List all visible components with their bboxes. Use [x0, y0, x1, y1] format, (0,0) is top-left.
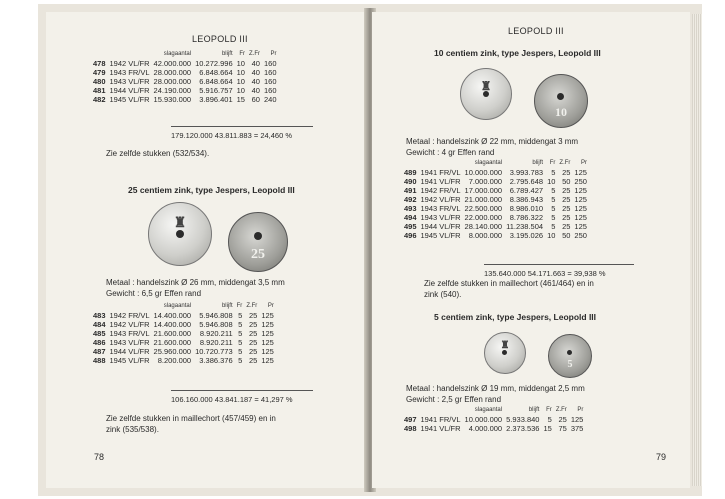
- table-cell: 125: [574, 222, 587, 231]
- table-cell: 8.200.000: [157, 356, 192, 365]
- table-cell: 25: [248, 311, 258, 320]
- catalog-number: 479: [93, 68, 106, 77]
- column-header: blijft: [221, 303, 233, 309]
- table-cell: 5: [551, 222, 556, 231]
- left-top-table: [91, 50, 279, 104]
- table-cell: 1941 FR/VL: [420, 168, 461, 177]
- left-top-total: 179.120.000 43.811.883 = 24,460 %: [171, 131, 293, 140]
- table-cell: 25: [562, 186, 571, 195]
- table-cell: 25: [248, 356, 258, 365]
- column-header: Pr: [577, 407, 584, 413]
- column-header: Z.Fr: [555, 407, 567, 413]
- total-rule: [484, 264, 634, 265]
- catalog-number: 481: [93, 86, 106, 95]
- coin-10-reverse-image: [534, 74, 588, 128]
- table-cell: 3.386.376: [199, 356, 233, 365]
- table-row: [91, 338, 276, 347]
- column-header: slagaantal: [474, 407, 503, 413]
- table-cell: 1942 VL/FR: [420, 195, 461, 204]
- table-cell: 21.000.000: [464, 195, 503, 204]
- coin-5-value: 5: [567, 359, 573, 370]
- table-cell: 50: [562, 177, 571, 186]
- table-cell: 10.720.773: [195, 347, 233, 356]
- catalog-number: 493: [404, 204, 417, 213]
- total-rule: [171, 390, 313, 391]
- table-cell: 21.600.000: [153, 338, 192, 347]
- table-row: [402, 168, 589, 177]
- coin-10-value: 10: [555, 105, 567, 119]
- coin-25-reverse-image: [228, 212, 288, 272]
- catalog-number: 490: [404, 177, 417, 186]
- table-row: [91, 68, 279, 77]
- table-cell: 25: [562, 204, 571, 213]
- left-25c-table: [91, 302, 276, 365]
- table-cell: 5: [547, 415, 552, 424]
- table-cell: 1943 FR/VL: [420, 204, 461, 213]
- table-cell: 8.786.322: [509, 213, 544, 222]
- table-cell: 1945 VL/FR: [109, 356, 150, 365]
- table-cell: 250: [574, 177, 587, 186]
- table-cell: 3.896.401: [199, 95, 233, 104]
- left-weight-line: Gewicht : 6,5 gr Effen rand: [106, 289, 202, 298]
- table-row: [91, 86, 279, 95]
- table-cell: 10: [236, 77, 245, 86]
- table-cell: 25: [562, 195, 571, 204]
- table-cell: 8.920.211: [199, 338, 233, 347]
- table-row: [402, 415, 585, 424]
- table-cell: 15: [543, 424, 552, 433]
- table-row: [91, 311, 276, 320]
- table-cell: 1943 FR/VL: [109, 68, 150, 77]
- column-header: Fr: [549, 160, 556, 166]
- table-cell: 125: [574, 195, 587, 204]
- table-cell: 11.238.504: [506, 222, 544, 231]
- table-cell: 1943 VL/FR: [109, 77, 150, 86]
- table-cell: 25: [558, 415, 567, 424]
- table-cell: 15: [236, 95, 245, 104]
- table-cell: 15.930.000: [153, 95, 192, 104]
- table-cell: 160: [263, 68, 277, 77]
- right-section1-title: 10 centiem zink, type Jespers, Leopold III: [434, 48, 601, 58]
- table-cell: 8.986.010: [509, 204, 544, 213]
- table-row: [402, 186, 589, 195]
- table-row: [402, 424, 585, 433]
- table-row: [91, 320, 276, 329]
- table-cell: 10: [236, 68, 245, 77]
- left-25c-total: 106.160.000 43.841.187 = 41,297 %: [171, 395, 293, 404]
- catalog-number: 478: [93, 59, 106, 68]
- coin-10-obverse-image: ♜: [460, 68, 512, 120]
- right-section2-title: 5 centiem zink, type Jespers, Leopold III: [434, 312, 597, 322]
- table-row: [91, 356, 276, 365]
- table-row: [402, 195, 589, 204]
- table-cell: 250: [574, 231, 587, 240]
- catalog-number: 483: [93, 311, 106, 320]
- right-page-number: 79: [656, 452, 667, 462]
- table-cell: 3.993.783: [509, 168, 544, 177]
- table-cell: 5: [238, 320, 243, 329]
- table-cell: 14.400.000: [153, 311, 192, 320]
- column-header: Fr: [239, 51, 245, 57]
- table-cell: 125: [261, 329, 274, 338]
- table-cell: 1941 FR/VL: [420, 415, 461, 424]
- table-cell: 1942 FR/VL: [109, 311, 150, 320]
- table-cell: 1944 VL/FR: [109, 86, 150, 95]
- right-s2-weight-line: Gewicht : 2,5 gr Effen rand: [406, 395, 502, 404]
- catalog-number: 482: [93, 95, 106, 104]
- catalog-number: 497: [404, 415, 417, 424]
- table-cell: 1942 VL/FR: [109, 59, 150, 68]
- table-cell: 60: [251, 95, 260, 104]
- table-cell: 375: [570, 424, 584, 433]
- column-header: Z.Fr: [246, 303, 258, 309]
- table-cell: 22.000.000: [464, 213, 503, 222]
- table-cell: 1944 VL/FR: [109, 347, 150, 356]
- table-cell: 5: [551, 195, 556, 204]
- catalog-number: 495: [404, 222, 417, 231]
- table-cell: 7.000.000: [468, 177, 503, 186]
- table-cell: 6.848.664: [199, 68, 233, 77]
- catalog-number: 485: [93, 329, 106, 338]
- catalog-number: 496: [404, 231, 417, 240]
- table-cell: 1943 FR/VL: [109, 329, 150, 338]
- table-cell: 10.000.000: [464, 168, 503, 177]
- table-cell: 28.000.000: [153, 77, 192, 86]
- column-header: blijft: [528, 407, 540, 413]
- table-cell: 22.500.000: [464, 204, 503, 213]
- left-page-number: 78: [94, 452, 105, 462]
- table-cell: 125: [574, 213, 587, 222]
- catalog-number: 480: [93, 77, 106, 86]
- table-cell: 2.795.648: [509, 177, 544, 186]
- catalog-number: 492: [404, 195, 417, 204]
- page-edges: [692, 14, 702, 486]
- table-cell: 160: [263, 86, 277, 95]
- table-cell: 1942 FR/VL: [420, 186, 461, 195]
- column-header: Pr: [267, 303, 274, 309]
- table-cell: 1945 VL/FR: [109, 95, 150, 104]
- table-cell: 125: [261, 347, 274, 356]
- table-cell: 10: [236, 86, 245, 95]
- catalog-number: 484: [93, 320, 106, 329]
- left-section-title: 25 centiem zink, type Jespers, Leopold III: [128, 185, 295, 195]
- table-cell: 25: [248, 329, 258, 338]
- table-row: [91, 329, 276, 338]
- left-bottom-note-1: Zie zelfde stukken in maillechort (457/459) en in: [106, 414, 276, 423]
- table-cell: 25: [248, 320, 258, 329]
- table-cell: 14.400.000: [153, 320, 192, 329]
- right-page-header: LEOPOLD III: [508, 26, 564, 36]
- catalog-number: 486: [93, 338, 106, 347]
- table-cell: 40: [251, 68, 260, 77]
- catalog-number: 498: [404, 424, 417, 433]
- right-s2-metal-line: Metaal : handelszink Ø 19 mm, middengat 2,5 mm: [406, 384, 585, 393]
- catalog-number: 487: [93, 347, 106, 356]
- column-header: Fr: [546, 407, 552, 413]
- table-cell: 8.920.211: [199, 329, 233, 338]
- table-cell: 28.000.000: [153, 68, 192, 77]
- table-cell: 5.933.840: [506, 415, 540, 424]
- table-cell: 40: [251, 59, 260, 68]
- table-cell: 25: [562, 222, 571, 231]
- column-header: Fr: [236, 303, 243, 309]
- left-page: [46, 12, 368, 488]
- catalog-number: 494: [404, 213, 417, 222]
- table-cell: 42.000.000: [153, 59, 192, 68]
- right-s1-note-1: Zie zelfde stukken in maillechort (461/464) en in: [424, 279, 594, 288]
- table-cell: 5.946.808: [199, 320, 233, 329]
- table-cell: 5: [551, 168, 556, 177]
- table-cell: 24.190.000: [153, 86, 192, 95]
- open-book: [38, 4, 702, 496]
- right-s1-note-2: zink (540).: [424, 290, 462, 299]
- right-5c-table: [402, 406, 585, 433]
- table-cell: 5: [238, 329, 243, 338]
- table-cell: 5: [551, 204, 556, 213]
- table-cell: 8.386.943: [509, 195, 544, 204]
- table-cell: 1945 VL/FR: [420, 231, 461, 240]
- table-cell: 25: [562, 213, 571, 222]
- table-row: [91, 95, 279, 104]
- table-cell: 4.000.000: [468, 424, 503, 433]
- table-cell: 240: [263, 95, 277, 104]
- column-header: Z.Fr: [248, 51, 260, 57]
- table-cell: 25.960.000: [153, 347, 192, 356]
- column-header-row: [91, 50, 279, 59]
- column-header: Pr: [580, 160, 587, 166]
- table-cell: 125: [570, 415, 584, 424]
- table-row: [91, 347, 276, 356]
- table-cell: 2.373.536: [506, 424, 540, 433]
- table-cell: 1941 VL/FR: [420, 424, 461, 433]
- table-cell: 6.848.664: [199, 77, 233, 86]
- right-10c-total: 135.640.000 54.171.663 = 39,938 %: [484, 269, 606, 278]
- column-header: Z.Fr: [559, 160, 571, 166]
- catalog-number: 491: [404, 186, 417, 195]
- table-cell: 10: [236, 59, 245, 68]
- right-10c-table: [402, 159, 589, 240]
- total-rule: [171, 126, 313, 127]
- table-cell: 25: [248, 338, 258, 347]
- table-row: [402, 204, 589, 213]
- table-row: [402, 213, 589, 222]
- table-cell: 25: [248, 347, 258, 356]
- table-cell: 25: [562, 168, 571, 177]
- column-header-row: [402, 406, 585, 415]
- catalog-number: 488: [93, 356, 106, 365]
- table-row: [91, 77, 279, 86]
- column-header: Pr: [270, 51, 277, 57]
- table-cell: 10: [547, 231, 556, 240]
- table-cell: 5: [238, 347, 243, 356]
- table-cell: 1944 VL/FR: [420, 222, 461, 231]
- table-cell: 10.000.000: [464, 415, 503, 424]
- table-cell: 125: [261, 311, 274, 320]
- table-cell: 5: [238, 338, 243, 347]
- table-cell: 1943 VL/FR: [420, 213, 461, 222]
- table-cell: 1942 VL/FR: [109, 320, 150, 329]
- table-row: [402, 222, 589, 231]
- right-page: [372, 12, 690, 488]
- table-cell: 160: [263, 77, 277, 86]
- column-header: blijft: [532, 160, 544, 166]
- coin-5-reverse-image: [548, 334, 592, 378]
- table-cell: 125: [261, 320, 274, 329]
- table-cell: 17.000.000: [464, 186, 503, 195]
- table-cell: 125: [261, 338, 274, 347]
- table-cell: 3.195.026: [509, 231, 544, 240]
- column-header: slagaantal: [163, 303, 192, 309]
- table-cell: 6.789.427: [509, 186, 544, 195]
- table-cell: 125: [574, 204, 587, 213]
- table-cell: 1941 VL/FR: [420, 177, 461, 186]
- table-cell: 5: [551, 213, 556, 222]
- coin-5-obverse-image: ♜: [484, 332, 526, 374]
- table-cell: 5: [238, 311, 243, 320]
- table-cell: 8.000.000: [468, 231, 503, 240]
- catalog-number: 489: [404, 168, 417, 177]
- left-page-header: LEOPOLD III: [192, 34, 248, 44]
- coin-25-obverse-image: ♜: [148, 202, 212, 266]
- column-header: blijft: [221, 51, 233, 57]
- column-header: slagaantal: [163, 51, 192, 57]
- table-row: [402, 231, 589, 240]
- left-metal-line: Metaal : handelszink Ø 26 mm, middengat 3,5 mm: [106, 278, 285, 287]
- column-header: slagaantal: [474, 160, 503, 166]
- table-row: [402, 177, 589, 186]
- left-top-note: Zie zelfde stukken (532/534).: [106, 149, 210, 158]
- table-cell: 75: [558, 424, 567, 433]
- table-cell: 40: [251, 77, 260, 86]
- left-bottom-note-2: zink (535/538).: [106, 425, 159, 434]
- column-header-row: [402, 159, 589, 168]
- table-cell: 5.946.808: [199, 311, 233, 320]
- table-cell: 21.600.000: [153, 329, 192, 338]
- table-cell: 40: [251, 86, 260, 95]
- table-cell: 160: [263, 59, 277, 68]
- table-cell: 50: [562, 231, 571, 240]
- table-cell: 5: [551, 186, 556, 195]
- table-cell: 125: [574, 186, 587, 195]
- table-cell: 10.272.996: [195, 59, 233, 68]
- table-row: [91, 59, 279, 68]
- right-s1-weight-line: Gewicht : 4 gr Effen rand: [406, 148, 495, 157]
- table-cell: 28.140.000: [464, 222, 503, 231]
- coin-25-value: 25: [251, 247, 265, 262]
- table-cell: 5.916.757: [199, 86, 233, 95]
- table-cell: 1943 VL/FR: [109, 338, 150, 347]
- table-cell: 5: [238, 356, 243, 365]
- column-header-row: [91, 302, 276, 311]
- right-s1-metal-line: Metaal : handelszink Ø 22 mm, middengat 3 mm: [406, 137, 579, 146]
- table-cell: 10: [547, 177, 556, 186]
- table-cell: 125: [574, 168, 587, 177]
- table-cell: 125: [261, 356, 274, 365]
